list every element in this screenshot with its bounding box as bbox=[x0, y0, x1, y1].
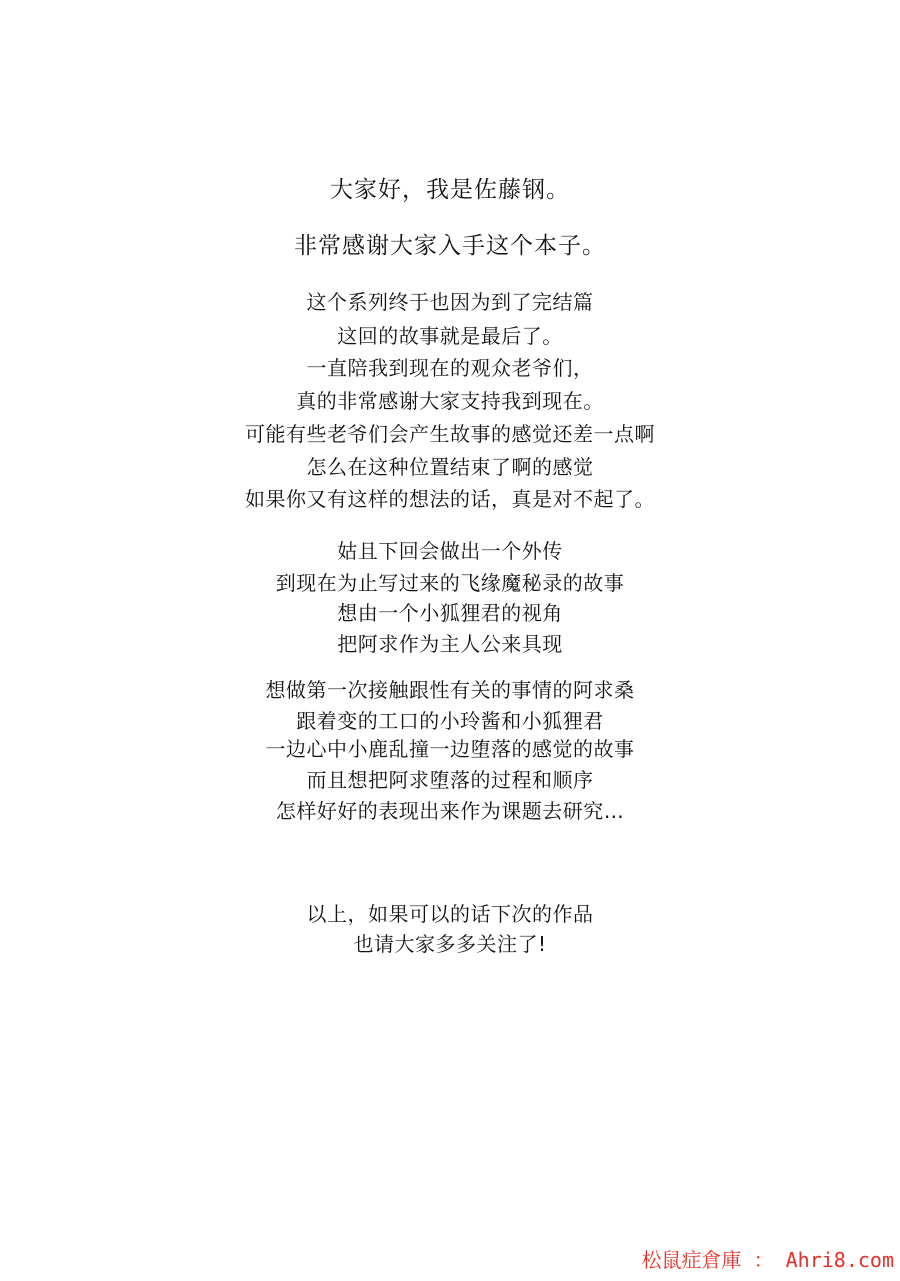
paragraph-line: 到现在为止写过来的飞缘魔秘录的故事 bbox=[275, 571, 625, 595]
paragraph-line: 怎样好好的表现出来作为课题去研究… bbox=[275, 799, 625, 823]
paragraph-line: 怎么在这种位置结束了啊的感觉 bbox=[306, 455, 594, 479]
paragraph-line: 如果你又有这样的想法的话，真是对不起了。 bbox=[245, 487, 655, 511]
closing-line: 以上，如果可以的话下次的作品 bbox=[306, 902, 594, 926]
paragraph-line: 这回的故事就是最后了。 bbox=[337, 324, 563, 348]
thanks-line: 非常感谢大家入手这个本子。 bbox=[294, 233, 606, 259]
watermark-text: 松鼠症倉庫 ： Ahri8.com bbox=[641, 1248, 894, 1272]
closing-line: 也请大家多多关注了! bbox=[353, 932, 547, 956]
paragraph-line: 可能有些老爷们会产生故事的感觉还差一点啊 bbox=[245, 422, 655, 446]
paragraph-line: 把阿求作为主人公来具现 bbox=[337, 632, 563, 656]
greeting-line: 大家好，我是佐藤钢。 bbox=[330, 177, 570, 203]
paragraph-line: 跟着变的工口的小玲酱和小狐狸君 bbox=[296, 709, 604, 733]
paragraph-line: 而且想把阿求堕落的过程和顺序 bbox=[306, 768, 594, 792]
paragraph-line: 一边心中小鹿乱撞一边堕落的感觉的故事 bbox=[265, 737, 635, 761]
paragraph-line: 真的非常感谢大家支持我到现在。 bbox=[296, 389, 604, 413]
paragraph-line: 这个系列终于也因为到了完结篇 bbox=[306, 290, 594, 314]
paragraph-line: 姑且下回会做出一个外传 bbox=[337, 539, 563, 563]
paragraph-line: 想由一个小狐狸君的视角 bbox=[337, 601, 563, 625]
paragraph-line: 一直陪我到现在的观众老爷们， bbox=[306, 356, 594, 380]
paragraph-line: 想做第一次接触跟性有关的事情的阿求桑 bbox=[265, 678, 635, 702]
